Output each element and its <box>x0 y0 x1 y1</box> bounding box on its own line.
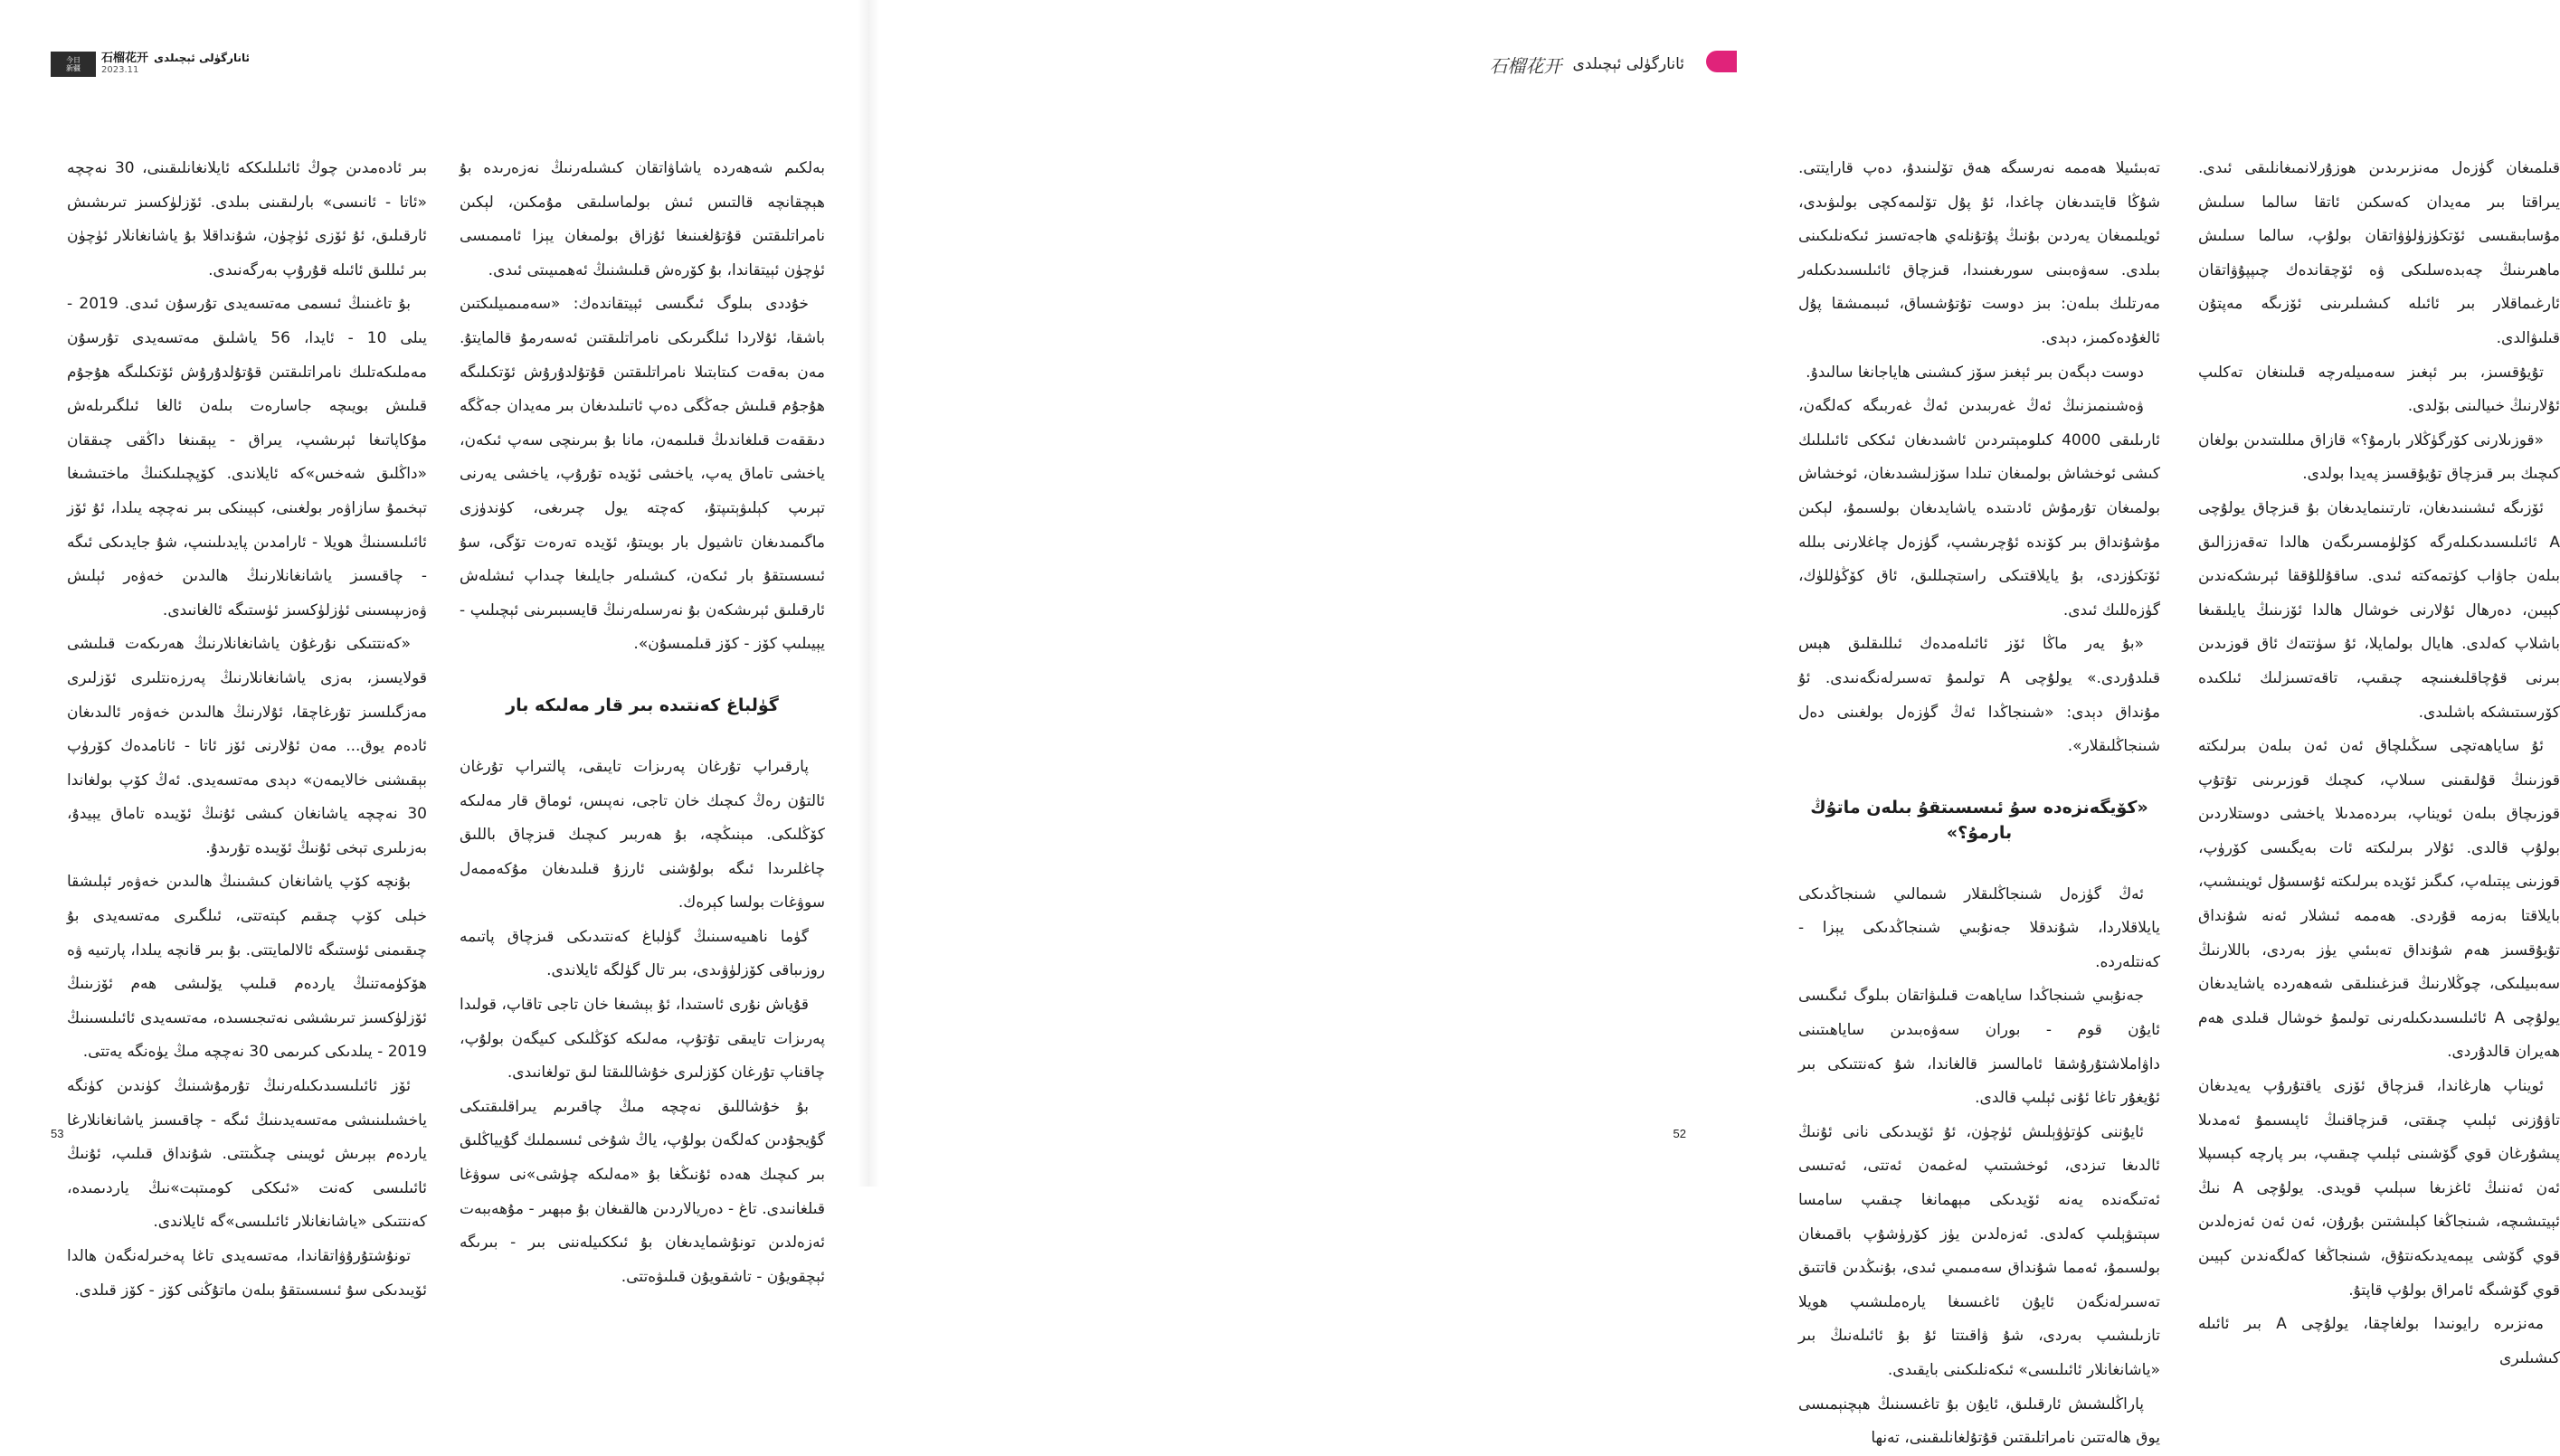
right-page <box>868 0 2560 1448</box>
section-tab-marker <box>1706 51 1737 72</box>
left-page <box>0 0 868 1300</box>
paragraph: ۋەشىنمىزنىڭ ئەڭ غەربىدىن ئەڭ غەربىگە كەلگەن، ئارىلىقى 4000 كىلومېتىردىن ئاشىدىغان ئىككى ئائىلىلىك كىشى ئوخشاش بولمىغان تىلدا سۆزلىشىدىغان، ئوخشاش بولمىغان تۇرمۇش ئادىتىدە ياشايدىغان بولسىمۇ، لېكىن مۇشۇنداق بىر كۆندە ئۇچرىشىپ، گۈزەل چاغلارنى بىللە ئۆتكۈزدى، بۇ يايلاقتىكى راستچىللىق، ئاق كۆڭۈللۈك، گۈزەللىك ئىدى. <box>1798 397 2160 619</box>
right-header-uyghur-title: ئانارگۈلى ئېچىلدى <box>1572 55 1684 73</box>
paragraph: بۇ خۇشاللىق نەچچە مىڭ چاقىرىم يىراقلىقتىكى گۇيجۇدىن كەلگەن بولۇپ، ياڭ شۇخى ئىسىملىك گۇيياڭلىق بىر كىچىك ھەدە ئۇنىڭغا بۇ «مەلىكە چۈشى»نى سوۋغا قىلغانىدى. تاغ - دەريالاردىن ھالقىغان بۇ مېھىر - مۇھەببەت ئەزەلدىن تونۇشمايدىغان بۇ ئىككىيلەننى بىر - بىرىگە ئېچقويۇن - تاشقويۇن قىلىۋەتتى. <box>460 1097 825 1286</box>
right-header-chinese-title: 石榴花开 <box>1489 54 1562 77</box>
paragraph: دوست دېگەن بىر ئېغىز سۆز كىشىنى ھاياجانغا سالىدۇ. <box>1806 363 2144 382</box>
paragraph: مەنزىرە رايونىدا بولغاچقا، يولۇچى A بىر ئائىلە كىشىلىرى <box>2198 1315 2560 1367</box>
paragraph: پارقىراپ تۇرغان پەرىزات تايىقى، پالتىراپ تۇرغان ئالتۇن رەڭ كىچىك خان تاجى، نەپىس، ئوماق قار مەلىكە كۆڭلىكى. مېنىڭچە، بۇ ھەربىر كىچىك قىزچاق باللىق چاغلىرىدا ئىگە بولۇشنى ئارزۇ قىلىدىغان مۇكەممەل سوۋغات بولسا كېرەك. <box>460 757 825 912</box>
page-number-right: 52 <box>1673 1127 1686 1140</box>
paragraph: «قوزىلارنى كۆرگۈڭلار بارمۇ؟» قازاق مىللىتىدىن بولغان كىچىك بىر قىزچاق تۇيۇقسىز پەيدا بولدى. <box>2198 430 2560 484</box>
left-header-chinese-title: 石榴花开 <box>101 52 149 65</box>
paragraph: بۇ تاغىنىڭ ئىسمى مەتسەيدى تۇرسۇن ئىدى. 2019 - يىلى 10 - ئايدا، 56 ياشلىق مەتسەيدى تۇرسۇن مەملىكەتلىك نامراتلىقتىن قۇتۇلدۇرۇش ئۆتكىلىگە ھۇجۇم قىلىش بويىچە جاسارەت بىلەن ئالغا ئىلگىرىلەش مۇكاپاتىغا ئېرىشىپ، يىراق - يېقىنغا داڭقى چىققان «داڭلىق شەخس»كە ئايلاندى. كۆپچىلىكنىڭ ماختىشىغا تېخىمۇ سازاۋەر بولغىنى، كېيىنكى بىر نەچچە يىلدا، ئۇ ئۆز ئائىلىسىنىڭ ھويلا - ئارامدىن پايدىلىنىپ، شۇ جايدىكى ئىگە - چاقىسىز ياشانغانلارنىڭ ھالىدىن خەۋەر ئېلىش ۋەزىپىسىنى ئۈزلۈكسىز ئۈستىگە ئالغانىدى. <box>67 295 427 619</box>
paragraph: ئۆزىگە ئىشىنىدىغان، تارتىنمايدىغان بۇ قىزچاق يولۇچى A ئائىلىسىدىكىلەرگە كۆلۈمسىرىگەن ھالدا تەقەززالىق بىلەن جاۋاب كۈتمەكتە ئىدى. ساقۇللۇققا ئېرىشكەندىن كېيىن، دەرھال ئۇلارنى خوشال ھالدا ئۆزىنىڭ يايلىقىغا باشلاپ كەلدى. ھايال بولمايلا، ئۇ سۈتتەك ئاق قوزىدىن بىرنى قۇچاقلىغىنىچە چىقىپ، تاقەتسىزلىك ئىلكىدە كۆرسىتىشكە باشلىدى. <box>2198 498 2560 722</box>
paragraph: خۇددى بىلوگ ئىگىسى ئېيتقاندەك: «سەمىمىيلىكتىن باشقا، ئۇلاردا ئىلگىرىكى نامراتلىقتىن ئەسەرمۇ قالمايتۇ. مەن بەقەت كىتابتىلا نامراتلىقتىن قۇتۇلدۇرۇش ئۆتكىلىگە ھۇجۇم قىلىش جەڭگى دەپ ئاتىلىدىغان بىر مەيدان جەڭگە دىققەت قىلغاندىڭ قىلىمەن، مانا بۇ بىرىنچى سەپ ئىكەن، ياخشى تاماق يەپ، ياخشى ئۆيدە تۇرۇپ، ياخشى يەرنى تېرىپ كېلىۋېتىپتۇ، كەچتە يول چىرىغى، كۈندۈزى ماگىمىدىغان تاشيول بار بويىتۇ، ئۆيدە تەرەت تۆگى، سۇ ئىسسىتقۇ بار ئىكەن، كىشىلەر جايلىغا چىداپ ئىشلەش ئارقىلىق ئېرىشكەن بۇ نەرسىلەرنىڭ قايسىبىرىنى ئېچىلىپ - يېيىلىپ كۆز - كۆز قىلمىسۇن». <box>460 295 825 654</box>
paragraph: «بۇ يەر ماڭا ئۆز ئائىلەمدەك ئىللىقلىق ھېس قىلدۇردى.» يولۇچى A تولىمۇ تەسىرلەنگەنىدى. ئۇ مۇنداق دېدى: «شىنجاڭدا ئەڭ گۈزەل بولغىنى دەل شىنجاڭلىقلار». <box>1798 635 2161 756</box>
paragraph: بەلكىم شەھەردە ياشاۋاتقان كىشىلەرنىڭ نەزەرىدە بۇ ھېچقانچە قالتىس ئىش بولماسلىقى مۇمكىن، لېكىن نامراتلىقتىن قۇتۇلغىنىغا ئۇزاق بولمىغان يېزا ئامىمىسى ئۈچۈن ئېيتقاندا، بۇ كۆرەش قىلىشنىڭ ئەھمىيىتى ئىدى. <box>460 159 825 279</box>
section-heading: «كۆيگەنزەدە سۇ ئىسسىتقۇ بىلەن ماتۇڭ بارمۇ؟» <box>1810 797 2148 843</box>
left-page-column-inner <box>67 152 427 1300</box>
paragraph: «كەنتتىكى نۇرغۇن ياشانغانلارنىڭ ھەرىكەت قىلىشى قولايسىز، بەزى ياشانغانلارنىڭ پەرزەنتلىرى ئۆزلىرى مەزگىلسىز تۇرغاچقا، ئۇلارنىڭ ھالىدىن خەۋەر ئالىدىغان ئادەم يوق... مەن ئۇلارنى ئۆز ئاتا - ئانامدەك كۆرۈپ بېقىشنى خالايمەن» دېدى مەتسەيدى. ئەڭ كۆپ بولغاندا 30 نەچچە ياشانغان كىشى ئۇنىڭ ئۆيىدە تاماق يېيدۇ، بەزىلىرى تېخى ئۇنىڭ ئۆيىدە تۇرىدۇ. <box>67 635 427 857</box>
paragraph: قىلمىغان گۈزەل مەنزىرىدىن ھوزۇرلانمىغانلىقى ئىدى. يىراقتا بىر مەيدان كەسكىن ئاتقا سالما سىلىش مۇسابىقىسى ئۆتكۈزۈلۈۋاتقان بولۇپ، سالما سىلىش ماھىرىنىڭ چەبدەسلىكى ۋە ئۆچقاندەك چىپپۇۋاتقان ئارغىماقلار بىر ئائىلە كىشىلىرىنى ئۆزىگە مەپتۇن قىلىۋالدى. <box>2198 159 2560 347</box>
paragraph: تۇيۇقسىز، بىر ئېغىز سەمىيلەرچە قىلىنغان تەكلىپ ئۇلارنىڭ خىيالىنى بۆلدى. <box>2198 363 2560 416</box>
page-number-left: 53 <box>51 1127 64 1140</box>
paragraph: قۇياش نۇرى ئاستىدا، ئۇ بېشىغا خان تاجى تاقاپ، قولىدا پەرىزات تايىقى تۇتۇپ، مەلىكە كۆڭلىكى كىيگەن بولۇپ، چاقناپ تۇرغان كۆزلىرى خۇشاللىقتا لىق تولغانىدى. <box>460 996 825 1083</box>
paragraph: تونۇشتۇرۇۋاتقاندا، مەتسەيدى تاغا پەخىرلەنگەن ھالدا ئۆيىدىكى سۇ ئىسسىتقۇ بىلەن ماتۇڭنى كۆز - كۆز قىلدى. <box>67 1247 427 1300</box>
magazine-logo: 今日 新疆 <box>51 52 96 77</box>
paragraph: پاراڭلىشىش ئارقىلىق، ئايۇن بۇ تاغىسىنىڭ ھېچنېمىسى يوق ھالەتتىن نامراتلىقتىن قۇتۇلغانلىقىنى، تەنھا <box>1798 1395 2160 1448</box>
issue-date: 2023.11 <box>101 65 139 75</box>
right-running-header <box>1490 51 1684 78</box>
paragraph: ئەڭ گۈزەل شىنجاڭلىقلار شىمالىي شىنجاڭدىكى يايلاقلاردا، شۇندقلا جەنۇبىي شىنجاڭدىكى يېزا - كەنتلەردە. <box>1798 884 2160 971</box>
section-heading: گۈلباغ كەنتىدە بىر قار مەلىكە بار <box>506 695 779 715</box>
paragraph: تەبىئىيلا ھەممە نەرسىگە ھەق تۆلىنىدۇ، دەپ قارايتتى. شۇڭا قايتىدىغان چاغدا، ئۇ پۇل تۆلىمەكچى بولىۋىدى، ئويلىمىغان يەردىن بۇنىڭ پۇتۇنلەي ھاجەتسىز ئىكەنلىكىنى بىلدى. سەۋەبىنى سورىغىنىدا، قىزچاق ئائىلىسىدىكىلەر مەرتلىك بىلەن: بىز دوست تۇتۇشساق، ئىبىمىشقا پۇل ئالغۇدەكمىز، دېدى. <box>1798 159 2160 347</box>
paragraph: جەنۇبىي شىنجاڭدا ساياھەت قىلىۋاتقان بىلوگ ئىگىسى ئايۇن قوم - بوران سەۋەبىدىن ساياھىتىنى داۋاملاشتۇرۇشقا ئامالسىز قالغاندا، شۇ كەنتتىكى بىر ئۇيغۇر تاغا ئۇنى ئېلىپ قالدى. <box>1798 987 2160 1108</box>
paragraph: ئۇ ساياھەتچى سىڭىلچاق ئەن ئەن بىلەن بىرلىكتە قوزىنىڭ قۇلىقىنى سىلاپ، كىچىك قوزىرىنى تۇتۇپ قوزىچاق بىلەن ئويناپ، بىردەمدىلا ياخشى دوستلاردىن بولۇپ قالدى. ئۇلار بىرلىكتە ئات بەيگىسى كۆرۈپ، قوزىنى يېتىلەپ، كىگىز ئۆيدە بىرلىكتە ئۇسسۇل ئوينىشىپ، بايلاقتا بەزمە قۇردى. ھەممە ئىشلار ئەنە شۇنداق تۇيۇقسىز ھەم شۇنداق تەبىئىي يۈز بەردى، باللارنىڭ سەبىيلىكى، چوڭلارنىڭ قىزغىنلىقى شەھەردە ياشايدىغان يولۇچى A ئائىلىسىدىكىلەرنى تولىمۇ خوشال قىلدى ھەم ھەيران قالدۇردى. <box>2198 737 2560 1062</box>
paragraph: ئۆز ئائىلىسىدىكىلەرنىڭ تۇرمۇشىنىڭ كۈندىن كۈنگە ياخشىلىنىشى مەتسەيدىنىڭ ئىگە - چاقىسىز ياشانغانلارغا ياردەم بېرىش ئويىنى چىڭىتتى. شۇنداق قىلىپ، ئۇنىڭ ئائىلىسى كەنت «ئىككى كومىتېت»نىڭ ياردىمىدە، كەنتتىكى «ياشانغانلار ئائىلىسى»گە ئايلاندى. <box>67 1077 427 1232</box>
left-page-column-outer <box>460 152 825 1286</box>
paragraph: بىر ئادەمدىن چوڭ ئائىلىلىككە ئايلانغانلىقىنى، 30 نەچچە «ئاتا - ئانىسى» بارلىقىنى بىلدى. ئۆزلۈكسىز تىرىشىش ئارقىلىق، ئۇ ئۆزى ئۈچۈن، شۇنداقلا بۇ ياشانغانلار ئۈچۈن بىر ئىللىق ئائىلە قۇرۇپ بەرگەنىدى. <box>67 159 427 279</box>
paragraph: ئويناپ ھارغاندا، قىزچاق ئۆزى ياقتۇرۇپ يەيدىغان تاۋۇزنى ئېلىپ چىقتى، قىزچاقنىڭ ئاپىسىمۇ ئەمدىلا پىشۇرغان قوي گۆشىنى ئېلىپ چىقىپ، بىر پارچە كېسىپلا ئەن ئەننىڭ ئاغزىغا سېلىپ قويدى. يولۇچى A نىڭ ئېيتىشىچە، شىنجاڭغا كېلىشتىن بۇرۇن، ئەن ئەن ئەزەلدىن قوي گۆشى يېمەيدىكەنتۇق، شىنجاڭغا كەلگەندىن كېيىن قوي گۆشىگە ئامراق بولۇپ قاپتۇ. <box>2198 1077 2560 1300</box>
right-page-column-outer <box>2198 152 2560 1367</box>
left-running-header <box>51 51 250 78</box>
paragraph: ئايۇننى كۈتۈۋېلىش ئۈچۈن، ئۇ ئۆيىدىكى نانى ئۇنىڭ ئالدىغا تىزدى، ئوخشىتىپ لەغمەن ئەتتى، ئەتىسى ئەتىگەندە يەنە ئۆيدىكى مېھمانغا چىقىپ سامسا سېتىۋېلىپ كەلدى. ئەزەلدىن يۈز كۆرۈشۇپ باقمىغان بولسىمۇ، ئەمما شۇنداق سەمىمىي ئىدى، بۇنىڭدىن قاتتىق تەسىرلەنگەن ئايۇن ئاغىسىغا يارەملىشىپ ھويلا تازىلىشىپ بەردى، شۇ ۋاقىتتا ئۇ بۇ ئائىلەنىڭ بىر «ياشانغانلار ئائىلىسى» ئىكەنلىكىنى بايقىدى. <box>1798 1122 2160 1379</box>
left-header-uyghur-title: ئانارگۈلى ئېچىلدى <box>154 52 251 64</box>
paragraph: گۈما ناھىيەسىنىڭ گۈلباغ كەنتىدىكى قىزچاق پاتىمە روزىباقى كۆزلۈۋىدى، بىر تال گۈلگە ئايلاندى. <box>460 927 825 980</box>
right-page-column-inner <box>1798 152 2161 1448</box>
paragraph: بۇنچە كۆپ ياشانغان كىشىنىڭ ھالىدىن خەۋەر ئېلىشقا خېلى كۆپ چىقىم كېتەتتى، ئىلگىرى مەتسەيدى بۇ چىقىمنى ئۈستىگە ئالالمايتتى. بۇ بىر قانچە يىلدا، پارتىيە ۋە ھۆكۈمەتنىڭ ياردەم قىلىپ يۆلىشى ھەم ئۆزىنىڭ ئۆزلۈكسىز تىرىششى نەتىجىسىدە، مەتسەيدى ئائىلىسىنىڭ 2019 - يىلدىكى كىرىمى 30 نەچچە مىڭ يۈەنگە يەتتى. <box>67 873 427 1062</box>
